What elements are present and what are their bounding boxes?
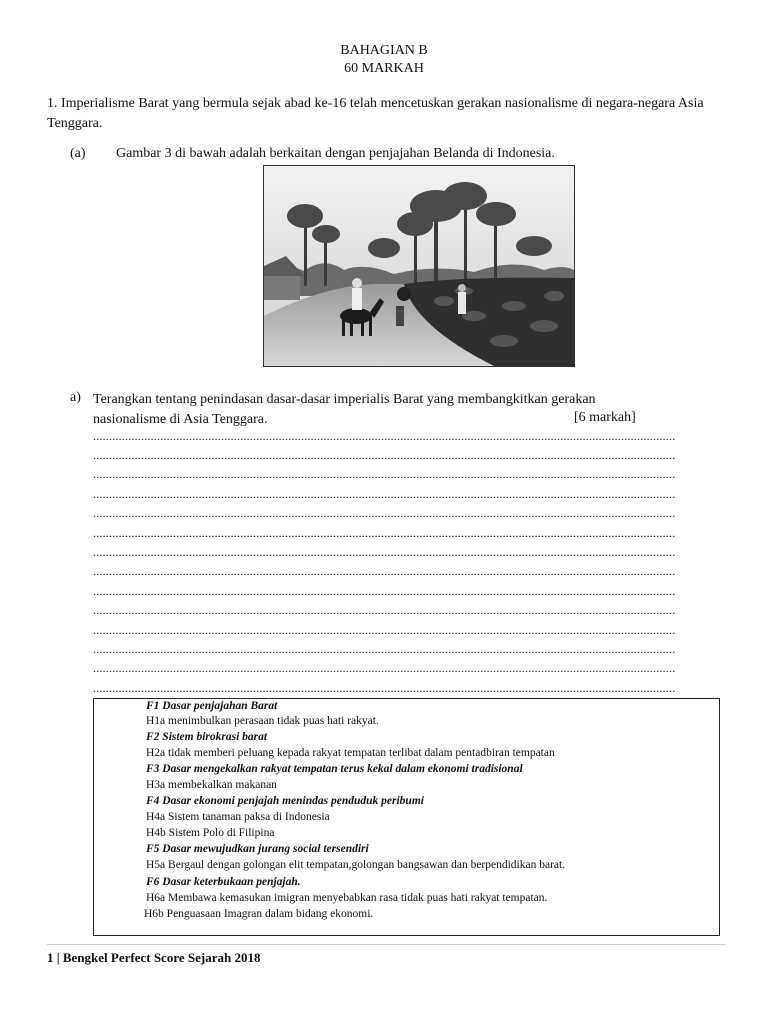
scheme-point: H4b Sistem Polo di Filipina (146, 827, 275, 839)
answer-line[interactable]: ...................................................................................................................................................................................... (93, 448, 676, 462)
answer-line[interactable]: ...................................................................................................................................................................................... (93, 564, 676, 578)
section-title: BAHAGIAN B (340, 43, 428, 58)
photo-illustration (264, 166, 574, 366)
task-text: Terangkan tentang penindasan dasar-dasar imperialis Barat yang membangkitkan gerakan nasionalisme di Asia Tenggara. (93, 392, 596, 427)
answer-line[interactable]: ...................................................................................................................................................................................... (93, 603, 676, 617)
marking-scheme-box (93, 698, 720, 936)
question-text: 1. Imperialisme Barat yang bermula sejak abad ke-16 telah mencetuskan gerakan nasionalisme di negara-negara Asia Tenggara. (47, 96, 704, 131)
scheme-fact: F1 Dasar penjajahan Barat (146, 700, 278, 712)
task-label: a) (70, 390, 81, 405)
footer-divider (47, 944, 726, 945)
task-marks: [6 markah] (574, 410, 636, 425)
answer-line[interactable]: ...................................................................................................................................................................................... (93, 526, 676, 540)
scheme-point: H4a Sistem tanaman paksa di Indonesia (146, 811, 330, 823)
answer-line[interactable]: ...................................................................................................................................................................................... (93, 467, 676, 481)
part-a-text: Gambar 3 di bawah adalah berkaitan dengan penjajahan Belanda di Indonesia. (116, 146, 555, 161)
part-a-label: (a) (70, 146, 86, 161)
page-footer: 1 | Bengkel Perfect Score Sejarah 2018 (47, 950, 261, 965)
scheme-fact: F4 Dasar ekonomi penjajah menindas penduduk peribumi (146, 795, 424, 807)
answer-line[interactable]: ...................................................................................................................................................................................... (93, 506, 676, 520)
answer-line[interactable]: ...................................................................................................................................................................................... (93, 661, 676, 675)
scheme-point: H1a menimbulkan perasaan tidak puas hati rakyat. (146, 715, 379, 727)
answer-line[interactable]: ...................................................................................................................................................................................... (93, 681, 676, 695)
scheme-fact: F3 Dasar mengekalkan rakyat tempatan terus kekal dalam ekonomi tradisional (146, 763, 523, 775)
answer-line[interactable]: ...................................................................................................................................................................................... (93, 623, 676, 637)
scheme-point: H6a Membawa kemasukan imigran menyebabkan rasa tidak puas hati rakyat tempatan. (146, 892, 548, 904)
answer-line[interactable]: ...................................................................................................................................................................................... (93, 545, 676, 559)
answer-line[interactable]: ...................................................................................................................................................................................... (93, 487, 676, 501)
scheme-point: H2a tidak memberi peluang kepada rakyat tempatan terlibat dalam pentadbiran tempatan (146, 747, 555, 759)
scheme-point: H3a membekalkan makanan (146, 779, 277, 791)
section-marks: 60 MARKAH (344, 61, 424, 76)
historical-photo (263, 165, 575, 367)
scheme-point: H6b Penguasaan Imagran dalam bidang ekonomi. (144, 908, 374, 920)
answer-line[interactable]: ...................................................................................................................................................................................... (93, 584, 676, 598)
scheme-fact: F5 Dasar mewujudkan jurang social tersendiri (146, 843, 369, 855)
scheme-fact: F2 Sistem birokrasi barat (146, 731, 268, 743)
scheme-fact: F6 Dasar keterbukaan penjajah. (146, 876, 301, 888)
scheme-point: H5a Bergaul dengan golongan elit tempatan,golongan bangsawan dan berpendidikan barat. (146, 859, 566, 871)
answer-line[interactable]: ...................................................................................................................................................................................... (93, 429, 676, 443)
answer-line[interactable]: ...................................................................................................................................................................................... (93, 642, 676, 656)
